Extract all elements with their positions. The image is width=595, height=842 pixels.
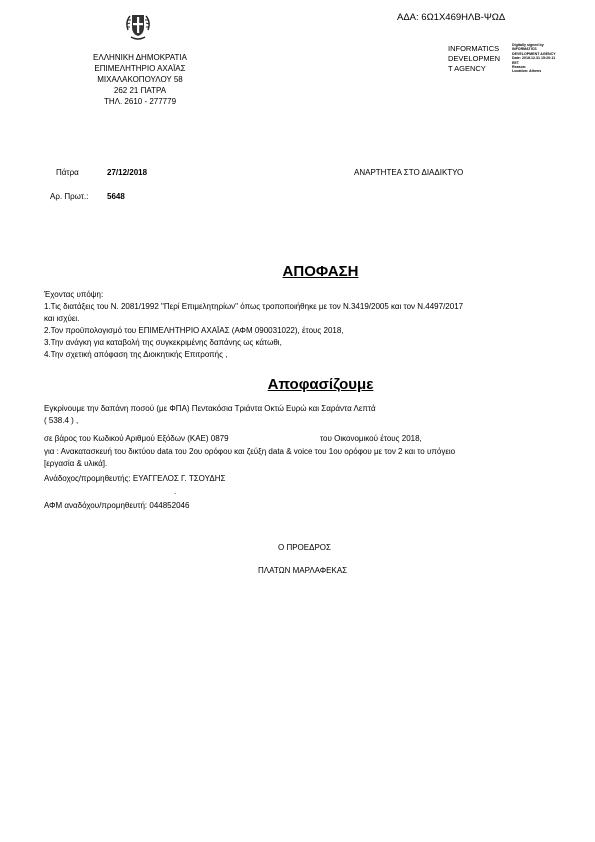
- stamp-detail-line: Date: 2018.12.31 15:20:11: [512, 56, 556, 61]
- stamp-line: DEVELOPMEN: [448, 54, 501, 63]
- digital-signature-details: [512, 43, 556, 74]
- consideration-item: 2.Τον προϋπολογισμό του ΕΠΙΜΕΛΗΤΗΡΙΟ ΑΧΑΪΑΣ (ΑΦΜ 090031022), έτους 2018,: [44, 326, 344, 335]
- considering-label: Έχοντας υπόψη:: [44, 290, 104, 299]
- approve-line: Εγκρίνουμε την δαπάνη ποσού (με ΦΠΑ) Πεντακόσια Τριάντα Οκτώ Ευρώ και Σαράντα Λεπτά: [44, 404, 376, 413]
- protocol-number: 5648: [107, 192, 125, 201]
- purpose-line: [εργασία & υλικά].: [44, 459, 108, 468]
- stamp-detail-line: EET: [512, 60, 519, 65]
- budget-line-left: σε βάρος του Κωδικού Αριθμού Εξόδων (ΚΑΕ) 0879: [44, 434, 229, 443]
- stamp-detail-line: DEVELOPMENT AGENCY: [512, 51, 556, 56]
- place-label: Πάτρα: [56, 168, 79, 177]
- hellenic-republic-seal-icon: [123, 10, 153, 42]
- protocol-label: Αρ. Πρωτ.:: [50, 192, 89, 201]
- decision-title: ΑΠΟΦΑΣΗ: [282, 263, 359, 280]
- resolution-title: Αποφασίζουμε: [267, 376, 374, 393]
- issuer-line: ΜΙΧΑΛΑΚΟΠΟΥΛΟΥ 58: [97, 75, 183, 84]
- digital-signature-stamp: [448, 44, 500, 74]
- document-date: 27/12/2018: [107, 168, 148, 177]
- consideration-item: 4.Την σχετική απόφαση της Διοικητικής Επιτροπής ,: [44, 350, 228, 359]
- amount-line: ( 538.4 ) ,: [44, 416, 79, 425]
- publish-notice: ΑΝΑΡΤΗΤΕΑ ΣΤΟ ΔΙΑΔΙΚΤΥΟ: [354, 168, 464, 177]
- issuer-line: ΤΗΛ. 2610 - 277779: [103, 97, 177, 106]
- issuer-address-block: [60, 52, 220, 107]
- issuer-line: ΕΠΙΜΕΛΗΤΗΡΙΟ ΑΧΑΪΑΣ: [94, 64, 186, 73]
- signatory-role: Ο ΠΡΟΕΔΡΟΣ: [278, 543, 331, 552]
- afm-line: ΑΦΜ αναδόχου/προμηθευτή: 044852046: [44, 501, 190, 510]
- stamp-line: T AGENCY: [448, 64, 486, 73]
- consideration-item: και ισχύει.: [44, 314, 80, 323]
- stamp-detail-line: Location: Athens: [512, 69, 542, 74]
- signatory-name: ΠΛΑΤΩΝ ΜΑΡΛΑΦΕΚΑΣ: [258, 566, 348, 575]
- stamp-detail-line: Digitally signed by: [512, 43, 544, 47]
- stamp-line: INFORMATICS: [448, 44, 500, 53]
- budget-line-right: του Οικονομικού έτους 2018,: [320, 434, 422, 443]
- purpose-line: για : Ανακατασκευή του δικτύου data του 2ου ορόφου και ζεύξη data & voice του 1ου ορόφου με τον 2 και το υπόγειο: [44, 447, 456, 456]
- issuer-line: 262 21 ΠΑΤΡΑ: [113, 86, 167, 95]
- consideration-item: 1.Τις διατάξεις του Ν. 2081/1992 "Περί Επιμελητηρίων" όπως τροποποιήθηκε με τον Ν.3419/2005 και τον Ν.4497/2017: [44, 302, 464, 311]
- stamp-detail-line: INFORMATICS: [512, 47, 537, 52]
- ada-code: ΑΔΑ: 6Ω1Χ469ΗΛΒ-ΨΩΔ: [397, 12, 506, 23]
- contractor-dot: .: [174, 487, 177, 496]
- consideration-item: 3.Την ανάγκη για καταβολή της συγκεκριμένης δαπάνης ως κάτωθι,: [44, 338, 282, 347]
- stamp-detail-line: Reason:: [512, 65, 527, 70]
- contractor-line: Ανάδοχος/προμηθευτής: ΕΥΑΓΓΕΛΟΣ Γ. ΤΣΟΥΔΗΣ: [44, 474, 226, 483]
- issuer-line: ΕΛΛΗΝΙΚΗ ΔΗΜΟΚΡΑΤΙΑ: [93, 53, 187, 62]
